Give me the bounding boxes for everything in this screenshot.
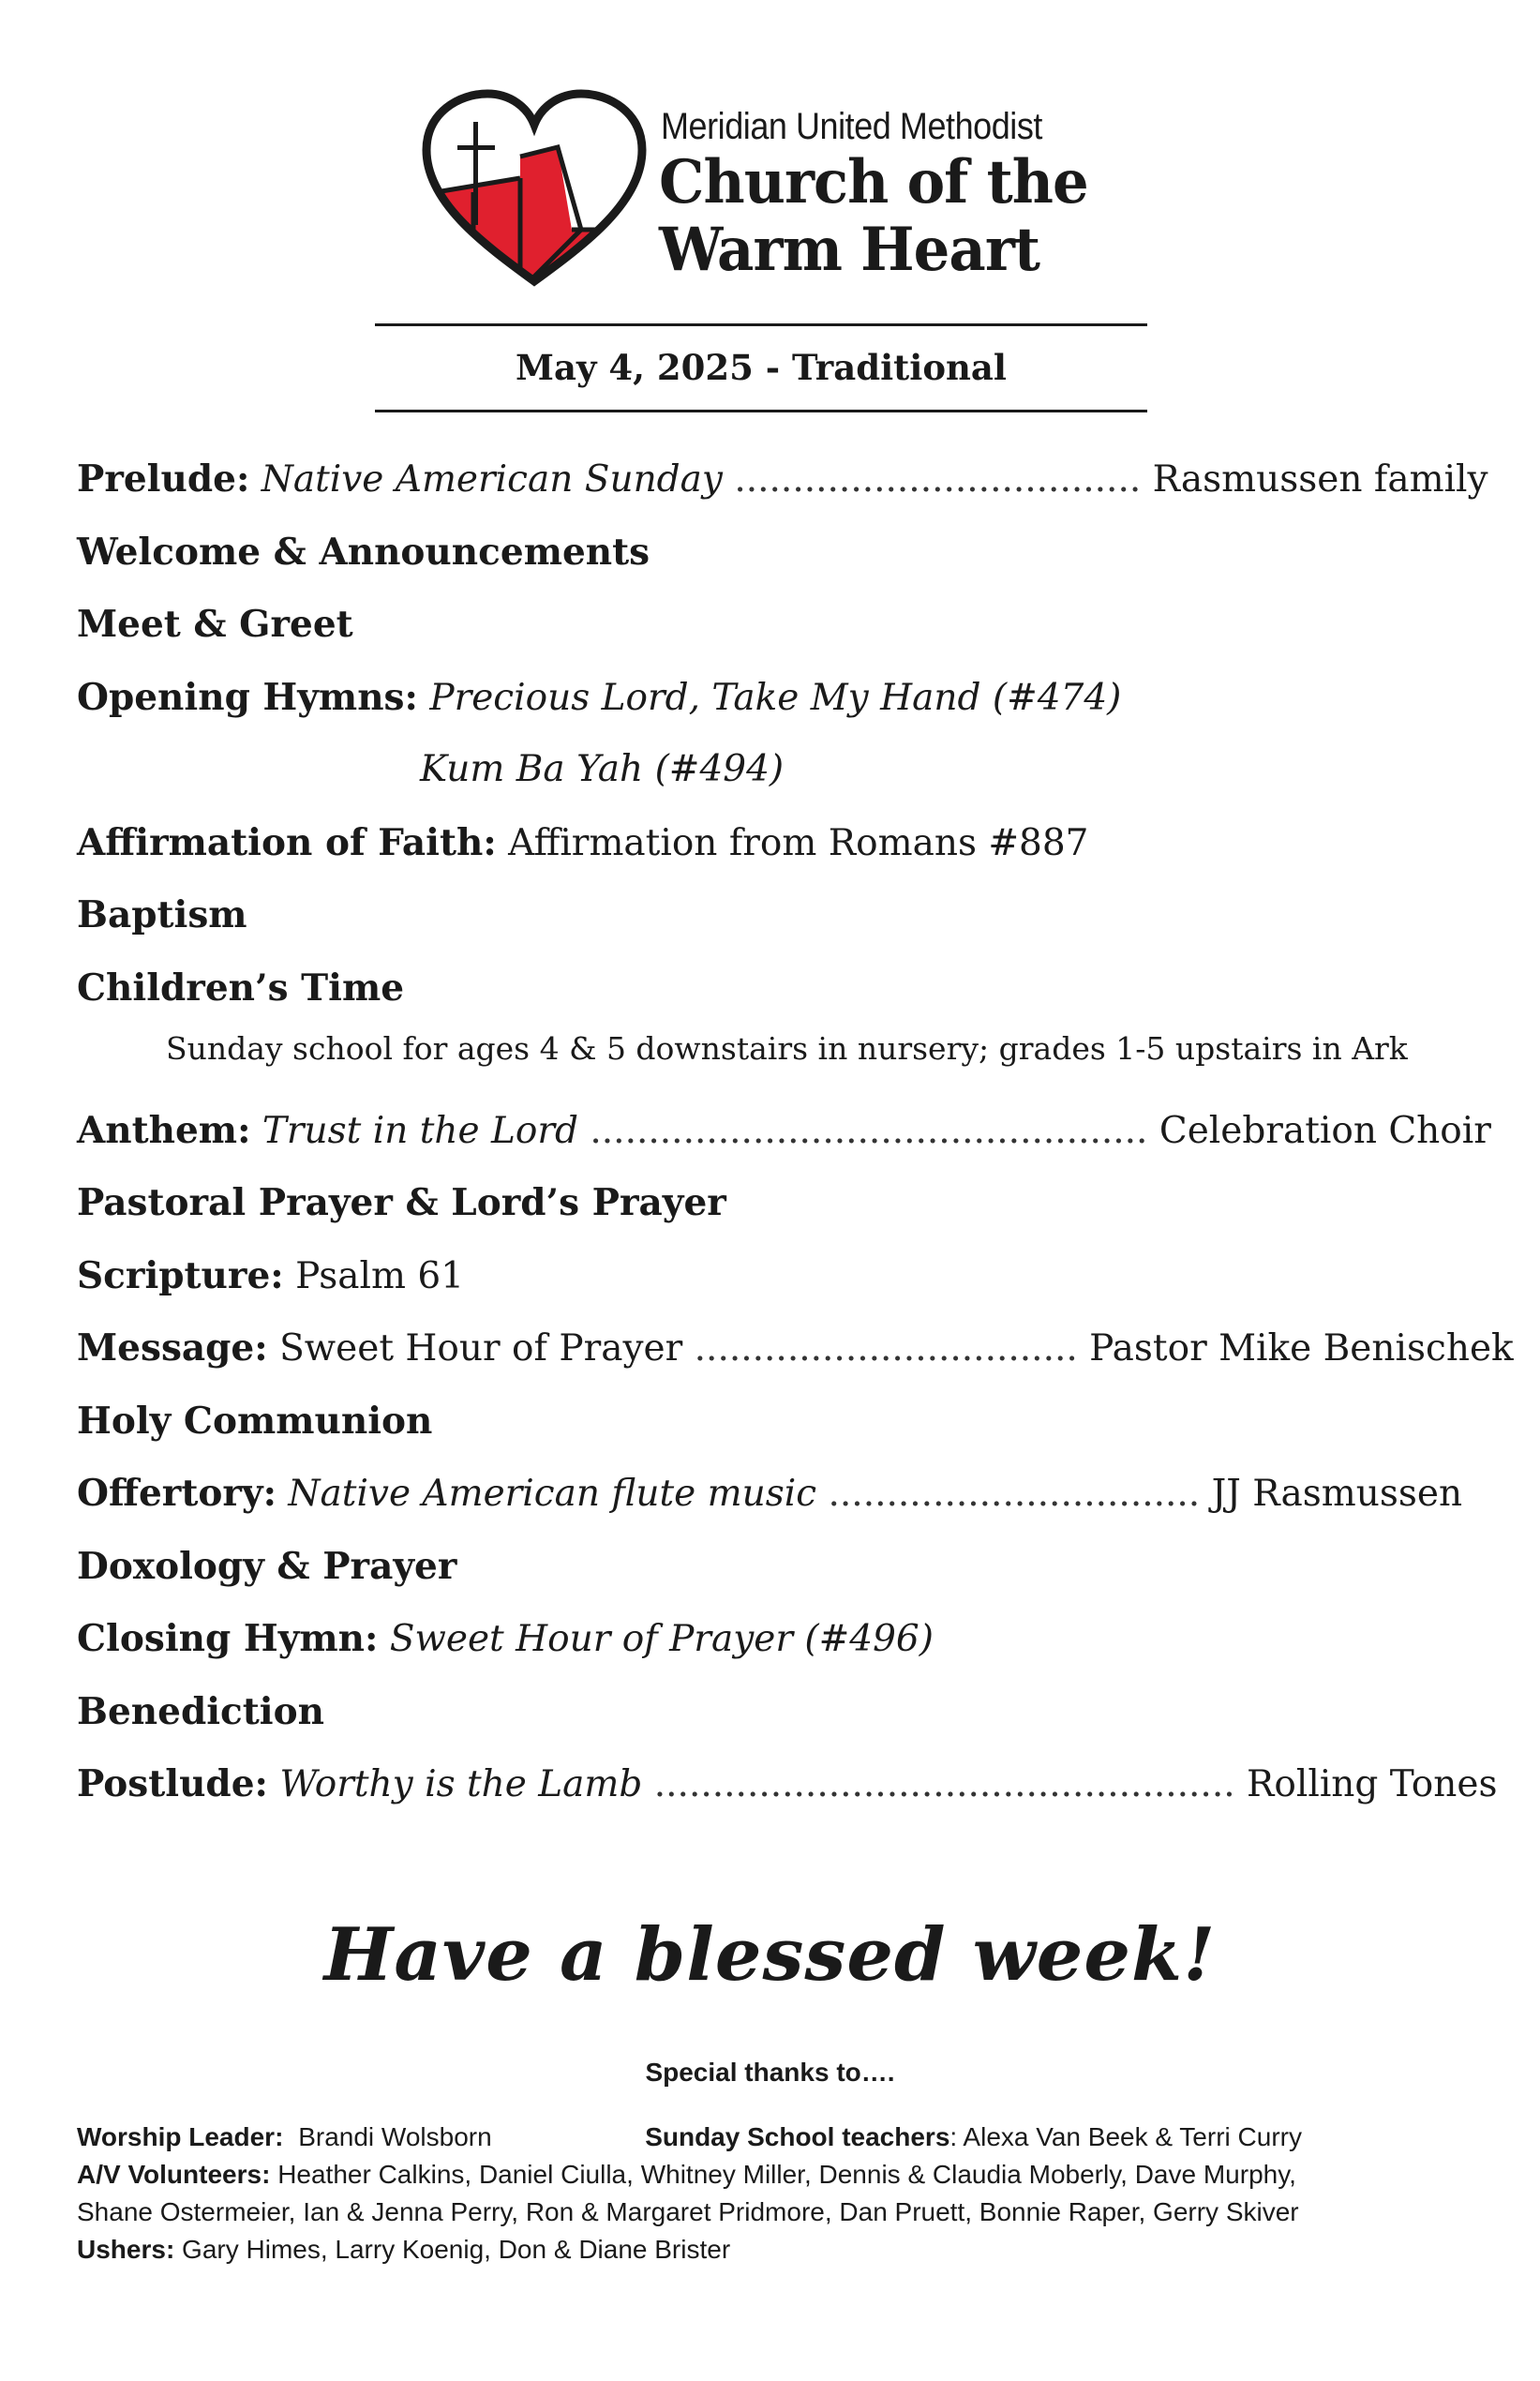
anthem-row (77, 1106, 1491, 1179)
postlude-performer: Rolling Tones (1247, 1763, 1498, 1805)
offertory-row (77, 1469, 1463, 1542)
closing-hymn-title: Sweet Hour of Prayer (#496) (389, 1618, 934, 1660)
closing-hymn-label: Closing Hymn: (77, 1617, 379, 1660)
prelude-row (77, 455, 1488, 528)
worship-leader-name: Brandi Wolsborn (298, 2122, 492, 2151)
logo-subtitle: Meridian United Methodist (661, 106, 1042, 147)
affirmation-text: Affirmation from Romans #887 (508, 821, 1089, 864)
opening-hymn-2-row (77, 745, 1455, 818)
postlude-title: Worthy is the Lamb (279, 1763, 643, 1805)
heart-cross-icon (417, 89, 651, 295)
opening-hymn-1: Precious Lord, Take My Hand (#474) (429, 676, 1122, 719)
offertory-performer: JJ Rasmussen (1211, 1473, 1463, 1515)
affirmation-row (77, 818, 1455, 891)
meet-greet-label: Meet & Greet (77, 603, 353, 646)
prelude-title: Native American Sunday (261, 458, 723, 501)
scripture-text: Psalm 61 (295, 1254, 465, 1297)
worship-leader-label: Worship Leader: (77, 2122, 284, 2151)
message-speaker: Pastor Mike Benischek (1089, 1327, 1514, 1370)
anthem-leader-dots: ................................................ (590, 1109, 1148, 1152)
message-row (77, 1324, 1514, 1397)
logo-title-line1: Church of the (659, 147, 1088, 217)
postlude-leader-dots: .................................................. (653, 1763, 1235, 1805)
order-of-worship (77, 455, 1514, 1833)
bottom-divider (375, 410, 1147, 412)
thanks-heading: Special thanks to…. (645, 2058, 895, 2087)
postlude-label: Postlude: (77, 1762, 268, 1805)
anthem-title: Trust in the Lord (262, 1109, 578, 1152)
prelude-performer: Rasmussen family (1152, 458, 1488, 501)
welcome-label: Welcome & Announcements (77, 530, 650, 574)
baptism-label: Baptism (77, 893, 247, 936)
benediction-row (77, 1687, 1455, 1760)
welcome-row (77, 528, 1455, 601)
av-volunteers-line1: Heather Calkins, Daniel Ciulla, Whitney Miller, Dennis & Claudia Moberly, Dave Murphy, (277, 2160, 1296, 2189)
scripture-row (77, 1251, 1455, 1325)
offertory-label: Offertory: (77, 1472, 277, 1515)
credits-line-3 (77, 2194, 1464, 2231)
childrens-time-label: Children’s Time (77, 966, 405, 1010)
offertory-leader-dots: ................................ (828, 1473, 1201, 1515)
communion-row (77, 1397, 1455, 1470)
scripture-label: Scripture: (77, 1253, 284, 1297)
teachers-names: : Alexa Van Beek & Terri Curry (949, 2122, 1302, 2151)
church-logo (417, 89, 1092, 295)
logo-title-line2: Warm Heart (659, 215, 1040, 285)
ushers-label: Ushers: (77, 2235, 175, 2264)
pastoral-prayer-row (77, 1178, 1455, 1251)
childrens-time-row (77, 964, 1455, 1026)
message-label: Message: (77, 1326, 268, 1370)
meet-greet-row (77, 600, 1455, 673)
doxology-row (77, 1542, 1455, 1615)
top-divider (375, 323, 1147, 326)
postlude-row (77, 1760, 1498, 1833)
service-date: May 4, 2025 - Traditional (516, 347, 1007, 388)
opening-hymn-2: Kum Ba Yah (#494) (420, 748, 785, 790)
credits-line-1 (77, 2119, 1464, 2156)
affirmation-label: Affirmation of Faith: (77, 820, 497, 864)
blessing-message: Have a blessed week! (323, 1912, 1217, 1998)
prelude-label: Prelude: (77, 457, 250, 501)
teachers-label: Sunday School teachers (645, 2122, 950, 2151)
message-title: Sweet Hour of Prayer (279, 1327, 683, 1370)
credits-line-2 (77, 2156, 1464, 2194)
message-leader-dots: ................................. (694, 1327, 1078, 1370)
credits-line-4 (77, 2231, 1464, 2269)
anthem-performer: Celebration Choir (1159, 1109, 1491, 1152)
baptism-row (77, 891, 1455, 964)
offertory-title: Native American flute music (288, 1473, 817, 1515)
doxology-label: Doxology & Prayer (77, 1544, 457, 1588)
credits (77, 2119, 1464, 2269)
communion-label: Holy Communion (77, 1399, 433, 1443)
anthem-label: Anthem: (77, 1108, 251, 1152)
prelude-leader-dots: ................................... (734, 458, 1142, 501)
opening-hymns-row (77, 673, 1455, 746)
ushers-names: Gary Himes, Larry Koenig, Don & Diane Brister (182, 2235, 731, 2264)
childrens-time-note-row (77, 1026, 1455, 1106)
benediction-label: Benediction (77, 1689, 324, 1733)
av-volunteers-label: A/V Volunteers: (77, 2160, 271, 2189)
pastoral-prayer-label: Pastoral Prayer & Lord’s Prayer (77, 1181, 726, 1224)
childrens-time-note: Sunday school for ages 4 & 5 downstairs in nursery; grades 1-5 upstairs in Ark (166, 1029, 1408, 1067)
av-volunteers-line2: Shane Ostermeier, Ian & Jenna Perry, Ron & Margaret Pridmore, Dan Pruett, Bonnie Raper, Gerry Skiver (77, 2197, 1299, 2226)
opening-hymns-label: Opening Hymns: (77, 675, 418, 719)
closing-hymn-row (77, 1614, 1455, 1687)
